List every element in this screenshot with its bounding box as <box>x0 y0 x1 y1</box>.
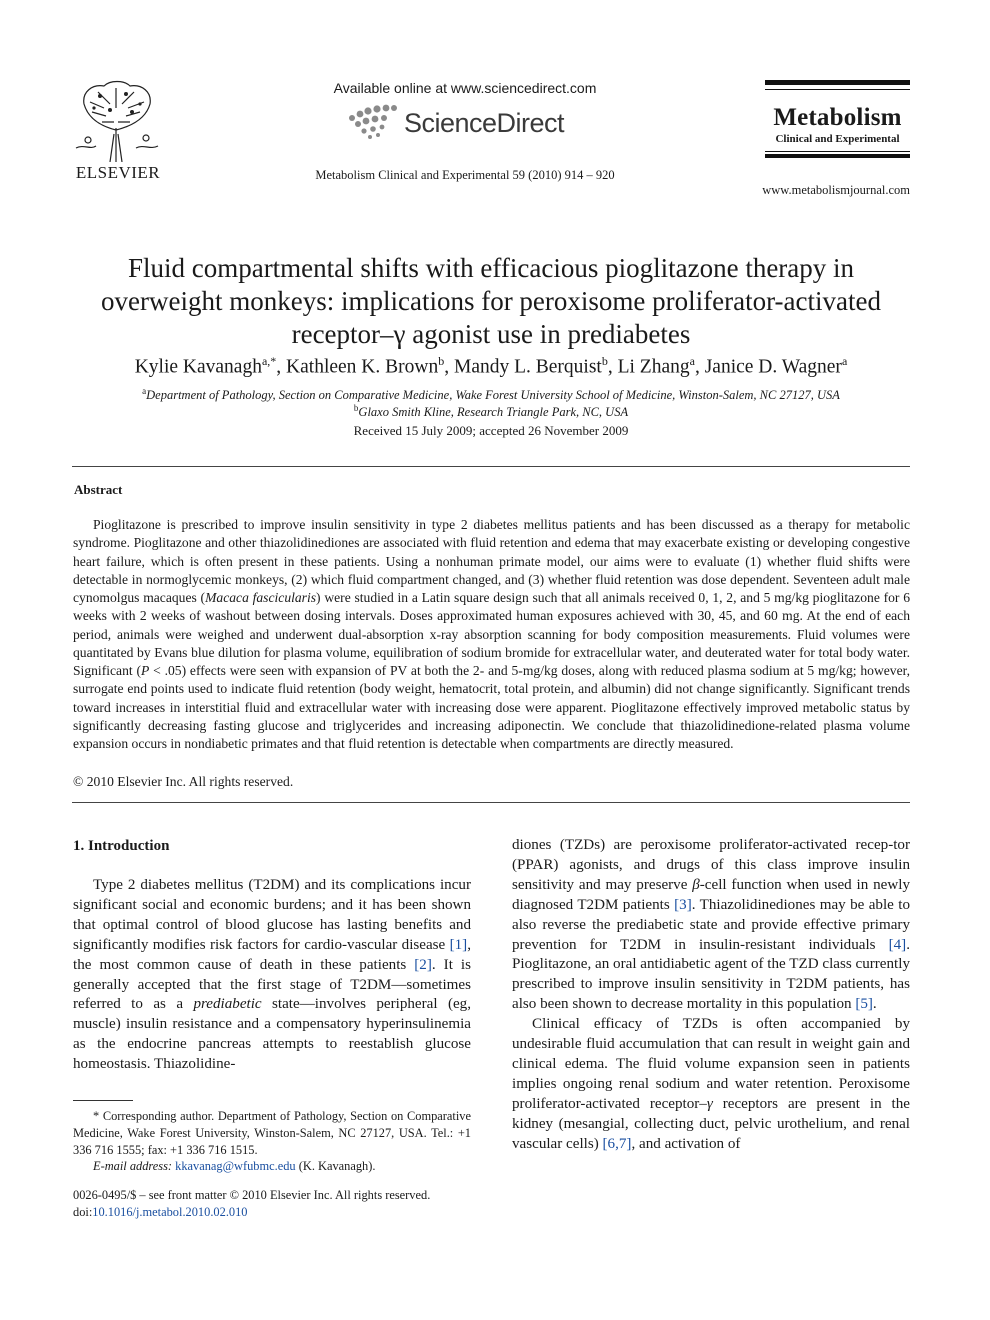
affiliation <box>72 403 910 420</box>
author-sup: b <box>601 354 608 368</box>
footnote-star: * <box>93 1109 100 1123</box>
footnote-rule <box>73 1100 133 1101</box>
masthead-rule <box>765 89 910 90</box>
intro-text: Type 2 diabetes mellitus (T2DM) and its complications incur significant social and economic burdens; and it has been shown that optimal control of blood glucose has lasting benefits and significantly modifies risk factors for cardio-vascular disease <box>73 877 471 953</box>
journal-url[interactable]: www.metabolismjournal.com <box>762 183 910 197</box>
intro-text: . Thiazolidinediones may be able to also reverse the prediabetic state and provide effective primary prevention for T2DM in insulin-resistant individuals <box>512 896 910 953</box>
greek-beta: β <box>692 876 700 893</box>
intro-text: , and activation of <box>631 1135 741 1152</box>
citation-link[interactable]: [5] <box>855 996 873 1013</box>
sciencedirect-wordmark[interactable]: ScienceDirect <box>404 108 565 138</box>
intro-emphasis: prediabetic <box>193 996 262 1013</box>
intro-right-column <box>512 836 910 1155</box>
email-link[interactable]: kkavanag@wfubmc.edu <box>175 1159 296 1174</box>
journal-title: Metabolism <box>773 104 902 131</box>
author-list: Kylie Kavanagh$^{a,*}$, Kathleen K. Brown$^b$, Mandy L. Berquist$^b$, Li Zhang$^a$, Janice D. Wagner$^a$ <box>134 354 848 378</box>
author-name: Kylie Kavanagh <box>134 356 262 378</box>
citation-link[interactable]: [4] <box>888 936 907 953</box>
elsevier-wordmark: ELSEVIER <box>75 163 161 182</box>
affiliation-sup: b <box>353 403 359 413</box>
abstract-part: Pioglitazone is prescribed to improve insulin sensitivity in type 2 diabetes mellitus patients and has been discussed as a therapy for metabolic syndrome. Pioglitazone and other thiazolidinediones are associated with fluid retention and edema that may exacerbate existing or developing congestive heart failure, which is often present in these patients. Using a nonhuman primate model, our aims were to evaluate (1) whether fluid shifts were detectable in normoglycemic monkeys, (2) which fluid compartment changed, and (3) whether fluid retention was dose dependent. Seventeen adult male cynomolgus macaques ( <box>73 517 910 605</box>
abstract-part: < .05) effects were seen with expansion of PV at both the 2- and 5-mg/kg doses, along with reduced plasma sodium at 5 mg/kg; however, surrogate end points used to indicate fluid retention (body weight, hematocrit, total protein, and albumin) did not change significantly. Significant trends toward increases in interstitial fluid and extracellular water with increasing dose were apparent. Pioglitazone effectively improved metabolic status by significantly decreasing fasting glucose and triglycerides and increasing adiponectin. We conclude that thiazolidinedione-related plasma volume expansion occurs in nondiabetic primates and that fluid retention is detectable when compartments are directly measured. <box>73 663 911 751</box>
email-name: (K. Kavanagh). <box>295 1159 376 1174</box>
journal-citation: Metabolism Clinical and Experimental 59 (2010) 914 – 920 <box>315 168 615 182</box>
section-heading: 1. Introduction <box>73 838 170 854</box>
citation-link[interactable]: [1] <box>449 936 468 953</box>
issn-line: 0026-0495/$ – see front matter © 2010 Elsevier Inc. All rights reserved. <box>73 1188 431 1202</box>
intro-text: . It is generally accepted that the first stage of T2DM—sometimes referred to as a <box>73 956 471 1013</box>
citation-link[interactable]: [3] <box>674 896 692 913</box>
intro-text: diones (TZDs) are peroxisome proliferator-activated recep-tor (PPAR) agonists, and drugs of this class improve insulin sensitivity and may preserve <box>512 837 910 893</box>
intro-text: receptors are present in the kidney (mesangial, collecting duct, pelvic urothelium, and renal vascular cells) <box>512 1095 910 1152</box>
intro-text: . Pioglitazone, an oral antidiabetic agent of the TZD class currently prescribed to improve insulin sensitivity in T2DM patients, has also been shown to decrease mortality in this population <box>512 936 910 1013</box>
corresponding-author-footnote <box>73 1108 471 1175</box>
divider <box>72 466 910 467</box>
intro-text: . <box>872 996 877 1013</box>
available-online-text[interactable]: Available online at www.sciencedirect.com <box>333 80 597 96</box>
affiliation-text: Department of Pathology, Section on Comparative Medicine, Wake Forest University School of Medicine, Winston-Salem, NC 27127, USA <box>146 388 840 403</box>
author-name: Mandy L. Berquist <box>453 356 602 378</box>
intro-left-column <box>73 876 471 1075</box>
author-name: Kathleen K. Brown <box>286 356 439 378</box>
elsevier-tree-logo <box>70 78 162 162</box>
intro-text: -cell function when used in newly diagnosed T2DM patients <box>512 876 910 913</box>
paragraph <box>512 836 910 1015</box>
author-name: Janice D. Wagner <box>704 356 842 378</box>
front-matter-info <box>73 1187 493 1221</box>
abstract-copyright: © 2010 Elsevier Inc. All rights reserved. <box>73 774 294 789</box>
journal-subtitle: Clinical and Experimental <box>775 133 900 145</box>
title-line: Fluid compartmental shifts with efficacious pioglitazone therapy in <box>127 253 855 283</box>
divider <box>72 802 910 803</box>
doi-link[interactable]: 10.1016/j.metabol.2010.02.010 <box>92 1204 248 1219</box>
received-dates: Received 15 July 2009; accepted 26 November 2009 <box>353 423 629 438</box>
species-name: Macaca fascicularis <box>205 590 317 605</box>
affiliation <box>72 386 910 403</box>
doi-label: doi: <box>73 1204 93 1219</box>
author-sup: a <box>841 354 848 368</box>
citation-link[interactable]: [6,7] <box>602 1135 632 1152</box>
greek-gamma: γ <box>706 1095 713 1112</box>
author-name: Li Zhang <box>617 356 690 378</box>
masthead-rule <box>765 80 910 85</box>
abstract-text <box>73 516 910 753</box>
article-title <box>72 252 910 351</box>
abstract-heading: Abstract <box>74 482 123 497</box>
masthead-rule <box>765 151 910 152</box>
p-symbol: P <box>141 663 150 678</box>
affiliation-sup: a <box>142 386 147 396</box>
masthead-rule <box>765 154 910 158</box>
intro-text: Clinical efficacy of TZDs is often accompanied by undesirable fluid accumulation that can result in weight gain and clinical edema. The fluid volume expansion seen in patients implies ongoing renal sodium and water retention. Peroxisome proliferator-activated receptor– <box>512 1016 910 1112</box>
title-line: overweight monkeys: implications for peroxisome proliferator-activated <box>101 286 881 316</box>
author-sup: a <box>689 354 695 368</box>
affiliation-text: Glaxo Smith Kline, Research Triangle Park, NC, USA <box>358 405 629 420</box>
email-label: E-mail address: <box>93 1159 173 1174</box>
title-line: receptor–γ agonist use in prediabetes <box>291 319 691 349</box>
footnote-text: Corresponding author. Department of Pathology, Section on Comparative Medicine, Wake Forest University, Winston-Salem, NC 27127, USA. Tel.: +1 336 716 1555; fax: +1 336 716 1515. <box>73 1109 471 1157</box>
author-sup: a,* <box>261 354 277 368</box>
citation-link[interactable]: [2] <box>414 956 432 973</box>
paragraph <box>512 1015 910 1154</box>
intro-text: , the most common cause of death in these patients <box>73 936 471 973</box>
abstract-part: ) were studied in a Latin square design such that all animals received 0, 1, 2, and 5 mg/kg pioglitazone for 6 weeks with 2 weeks of washout between dosing intervals. Doses approximated human exposures achieved with 30, 45, and 60 mg. At the end of each period, animals were weighed and underwent dual-absorption x-ray absorption scanning for body composition measurements. Fluid volumes were quantitated by Evans blue dilution for plasma volume, equilibration of sodium bromide for extracellular water, and deuterated water for total body water. Significant ( <box>73 590 910 678</box>
author-sup: b <box>438 354 445 368</box>
intro-text: state—involves peripheral (eg, muscle) insulin resistance and a compensatory hyperinsulinemia as the endocrine pancreas attempts to reestablish glucose homeostasis. Thiazolidine- <box>73 996 471 1073</box>
